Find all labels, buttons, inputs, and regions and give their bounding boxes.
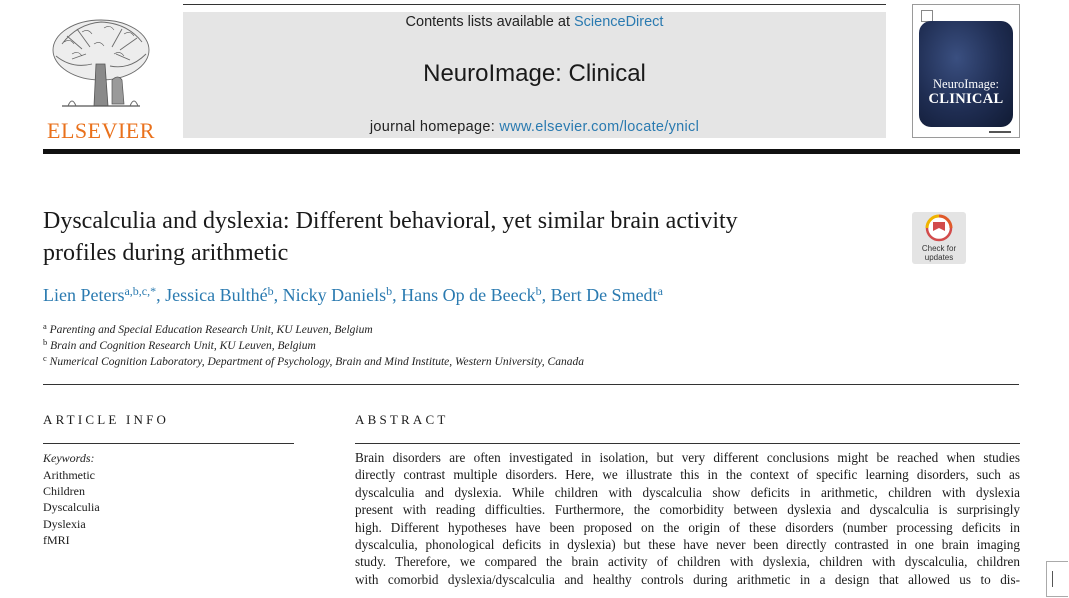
elsevier-logo[interactable] (42, 14, 160, 143)
homepage-prefix: journal homepage: (369, 119, 500, 135)
journal-banner (183, 12, 886, 138)
article-title-line1: Dyscalculia and dyslexia: Different behavioral, yet similar brain activity (43, 208, 738, 234)
author-affiliation-marks[interactable]: b (535, 284, 542, 298)
affiliation-text: Brain and Cognition Research Unit, KU Leuven, Belgium (50, 340, 316, 352)
keyword-item: Dyscalculia (43, 500, 100, 515)
author-affiliation-marks[interactable]: a (657, 284, 663, 298)
check-for-updates-badge[interactable] (912, 212, 966, 264)
cover-title-line1: NeuroImage: (933, 77, 999, 91)
author-link[interactable]: Lien Peters (43, 285, 125, 305)
author-separator: , (392, 285, 402, 305)
abstract-line: high. Different hypotheses have been proposed on the origin of these disorders (number processing deficits in (355, 519, 1020, 535)
journal-homepage-link[interactable]: www.elsevier.com/locate/ynicl (499, 119, 700, 135)
contents-line (183, 14, 886, 30)
abstract-line: present with reading difficulties. Furthermore, the comorbidity between dyslexia and dyscalculia is surprisingly (355, 502, 1020, 518)
keyword-item: fMRI (43, 532, 70, 547)
section-divider (43, 384, 1019, 385)
check-for-updates-label (912, 244, 966, 262)
affiliation-text: Numerical Cognition Laboratory, Department of Psychology, Brain and Mind Institute, Western University, Canada (49, 356, 584, 368)
affiliation-a (43, 321, 943, 336)
article-info-heading: ARTICLE INFO (43, 412, 170, 427)
affiliation-text: Parenting and Special Education Research Unit, KU Leuven, Belgium (49, 324, 373, 336)
article-title-line2: profiles during arithmetic (43, 240, 289, 266)
cover-title-line2: CLINICAL (928, 91, 1004, 107)
affiliation-mark: b (43, 337, 48, 347)
abstract-line: study. Therefore, we compared the brain activity of children with dyslexia, children with dyscalculia, children (355, 554, 1020, 570)
author-separator: , (156, 285, 166, 305)
panel-tab-icon (1052, 571, 1053, 587)
journal-name: NeuroImage: Clinical (423, 60, 646, 87)
journal-cover-thumbnail[interactable] (912, 4, 1020, 138)
author-affiliation-marks[interactable]: b (267, 284, 274, 298)
cover-title (919, 77, 1013, 107)
keywords-label: Keywords: (43, 451, 95, 465)
keyword-list (43, 467, 100, 548)
cover-artwork (919, 21, 1013, 127)
cover-footer-mark (989, 131, 1011, 133)
author-link[interactable]: Nicky Daniels (282, 285, 387, 305)
contents-prefix: Contents lists available at (405, 14, 574, 30)
check-for-updates-icon (912, 212, 966, 244)
author-link[interactable]: Bert De Smedt (550, 285, 658, 305)
article-info-rule (43, 443, 294, 444)
abstract-line: directly contrast multiple disorders. Here, we illustrate this in the context of specific learning disorders, such as (355, 467, 1020, 483)
keyword-item: Children (43, 484, 85, 499)
affiliation-mark: a (43, 321, 47, 331)
author-list (43, 284, 1003, 306)
sciencedirect-link[interactable]: ScienceDirect (574, 14, 664, 30)
author-link[interactable]: Hans Op de Beeck (401, 285, 536, 305)
abstract-line: with comorbid dyslexia/dyscalculia and healthy controls during arithmetic in a design that allowed us to dis- (355, 571, 1020, 587)
header-thick-rule (43, 149, 1020, 154)
abstract-line: Brain disorders are often investigated in isolation, but very different conclusions might be reached when studies (355, 450, 1020, 465)
author-affiliation-marks[interactable]: a,b,c,* (124, 284, 157, 298)
affiliation-mark: c (43, 353, 47, 363)
author-separator: , (273, 285, 283, 305)
author-affiliation-marks[interactable]: b (386, 284, 393, 298)
elsevier-wordmark: ELSEVIER (47, 118, 155, 143)
abstract-rule (355, 443, 1020, 444)
side-panel-tab[interactable] (1046, 561, 1068, 597)
header-top-rule (183, 4, 886, 5)
affiliation-b (43, 337, 943, 352)
keyword-item: Arithmetic (43, 468, 95, 482)
abstract-line: dyscalculia and dyslexia. While children with dyscalculia show deficits in arithmetic, children with dyslexia (355, 484, 1020, 500)
author-link[interactable]: Jessica Bulthé (165, 285, 268, 305)
elsevier-tree-icon (42, 14, 160, 114)
abstract-line: dyscalculia, phonological deficits in dyslexia) but these have never been directly contrasted in one brain imaging (355, 537, 1020, 553)
keyword-item: Dyslexia (43, 516, 86, 531)
check-for-updates-line1: Check for (921, 244, 957, 253)
abstract-text (355, 449, 1020, 588)
affiliation-c (43, 353, 943, 368)
abstract-heading: ABSTRACT (355, 412, 449, 427)
author-separator: , (541, 285, 551, 305)
homepage-line (183, 119, 886, 135)
article-title (43, 205, 883, 269)
check-for-updates-line2: updates (924, 253, 954, 262)
